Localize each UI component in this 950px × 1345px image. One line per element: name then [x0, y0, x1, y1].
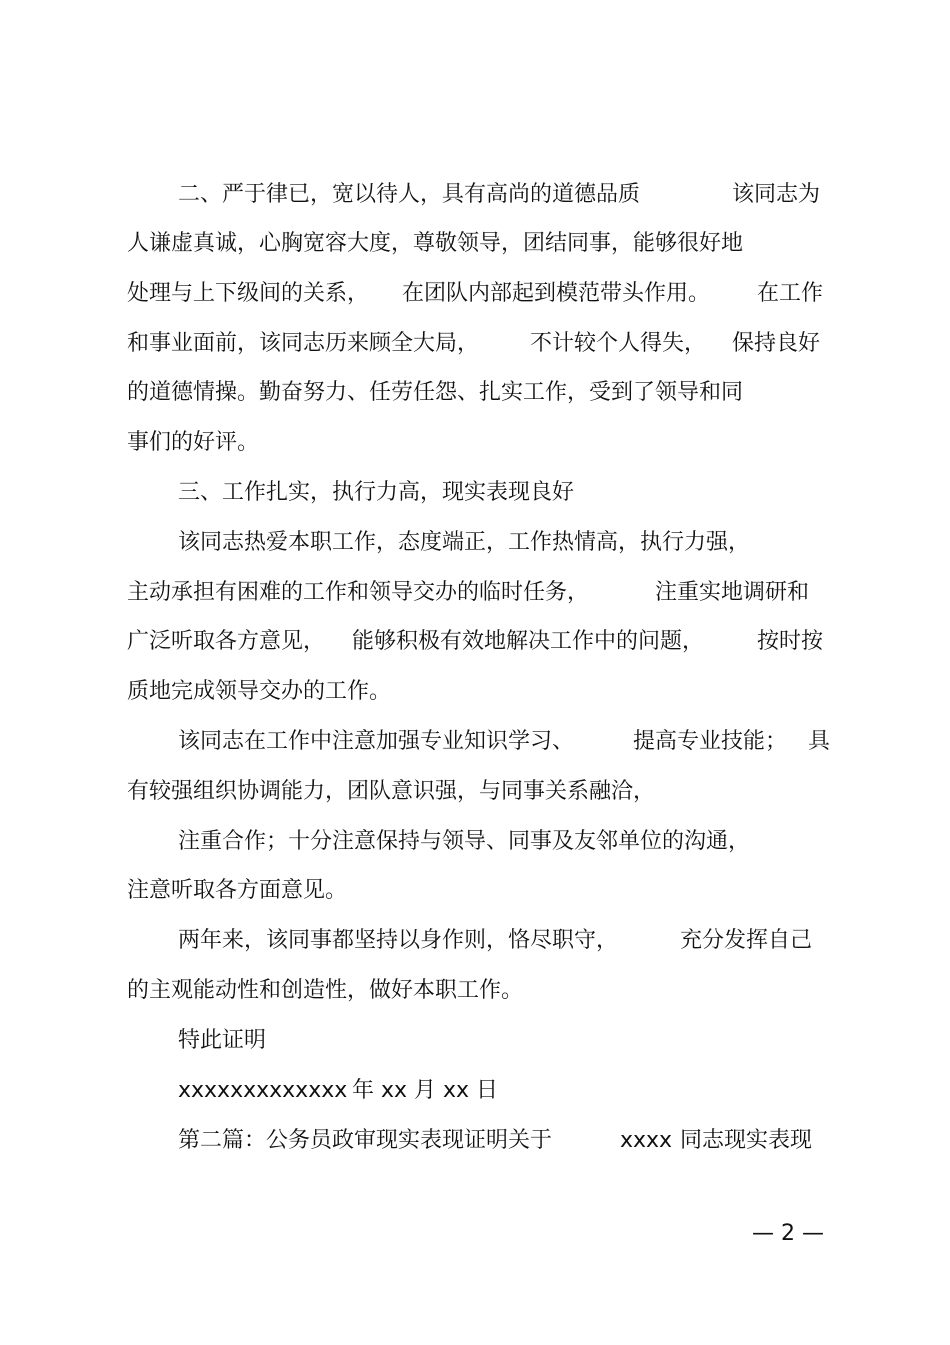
text-segment: 在工作: [757, 281, 824, 306]
paragraph-line-5: [0, 378, 950, 408]
text-segment: 该同志热爱本职工作，态度端正，工作热情高，执行力强，: [178, 530, 751, 555]
text-segment: 注重合作；十分注意保持与领导、同事及友邻单位的沟通，: [178, 829, 751, 854]
text-segment: 注重实地调研和: [655, 580, 810, 605]
text-segment: 的主观能动性和创造性，做好本职工作。: [127, 978, 524, 1003]
text-segment: 广泛听取各方意见，: [127, 629, 326, 654]
paragraph-line-14: [0, 827, 950, 857]
text-segment: 能够积极有效地解决工作中的问题，: [352, 629, 705, 654]
paragraph-line-11: [0, 677, 950, 707]
paragraph-line-13: [0, 777, 950, 807]
text-segment: 和事业面前，该同志历来顾全大局，: [127, 331, 480, 356]
text-segment: 该同志在工作中注意加强专业知识学习、: [178, 729, 575, 754]
text-segment: xxxx: [620, 1128, 673, 1153]
paragraph-line-8: [0, 528, 950, 558]
paragraph-line-1: [0, 180, 950, 210]
text-segment: 事们的好评。: [127, 430, 260, 455]
paragraph-line-4: [0, 329, 950, 359]
text-segment: 同志现实表现: [680, 1128, 813, 1153]
paragraph-line-6: [0, 428, 950, 458]
paragraph-line-16: [0, 926, 950, 956]
text-segment: 具: [808, 729, 831, 754]
section-heading-3: [0, 478, 950, 508]
text-segment: 两年来，该同事都坚持以身作则，恪尽职守，: [178, 928, 619, 953]
paragraph-line-2: [0, 229, 950, 259]
text-segment: 提高专业技能；: [633, 729, 788, 754]
text-segment: 主动承担有困难的工作和领导交办的临时任务，: [127, 580, 590, 605]
date-text: 年 xx 月 xx 日: [352, 1078, 499, 1103]
text-segment: 充分发挥自己: [680, 928, 813, 953]
text-segment: 特此证明: [178, 1028, 267, 1053]
date-placeholder: xxxxxxxxxxxxx: [178, 1078, 348, 1103]
paragraph-line-9: [0, 578, 950, 608]
text-segment: 不计较个人得失，: [530, 331, 707, 356]
text-segment: 三、工作扎实，执行力高，现实表现良好: [178, 480, 575, 505]
text-segment: 人谦虚真诚，心胸宽容大度，尊敬领导，团结同事，能够很好地: [127, 231, 744, 256]
text-segment: 该同志为: [732, 182, 821, 207]
text-segment: 有较强组织协调能力，团队意识强，与同事关系融洽，: [127, 779, 656, 804]
text-segment: 注意听取各方面意见。: [127, 878, 348, 903]
text-segment: 质地完成领导交办的工作。: [127, 679, 392, 704]
text-segment: 二、严于律已，宽以待人，具有高尚的道德品质: [178, 182, 641, 207]
date-line: [0, 1076, 950, 1106]
text-segment: 的道德情操。勤奋努力、任劳任怨、扎实工作，受到了领导和同: [127, 380, 744, 405]
paragraph-line-15: [0, 876, 950, 906]
text-segment: 在团队内部起到模范带头作用。: [402, 281, 711, 306]
paragraph-line-10: [0, 627, 950, 657]
paragraph-line-12: [0, 727, 950, 757]
next-article-heading: [0, 1126, 950, 1156]
text-segment: 按时按: [757, 629, 824, 654]
closing-statement: [0, 1026, 950, 1056]
text-segment: 处理与上下级间的关系，: [127, 281, 370, 306]
page-number: — 2 —: [752, 1221, 824, 1246]
paragraph-line-17: [0, 976, 950, 1006]
paragraph-line-3: [0, 279, 950, 309]
text-segment: 第二篇：公务员政审现实表现证明关于: [178, 1128, 553, 1153]
text-segment: 保持良好: [732, 331, 821, 356]
